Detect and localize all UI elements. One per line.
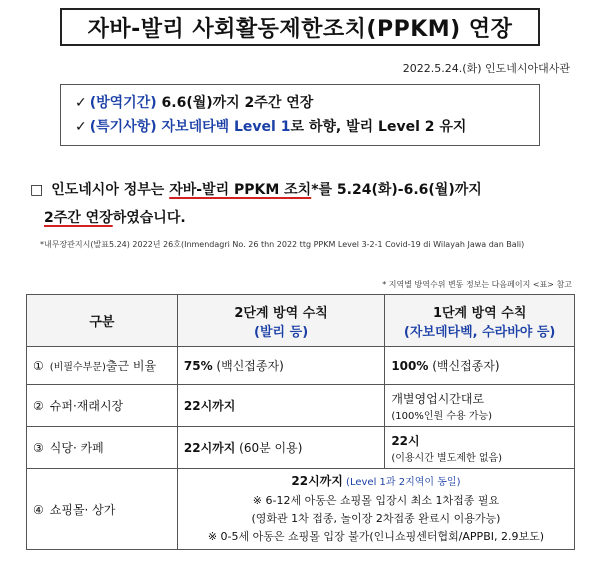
summary-box xyxy=(60,84,540,146)
row-label-market xyxy=(27,385,178,427)
table-row xyxy=(27,385,575,427)
cell-text: (60분 이용) xyxy=(235,441,303,455)
cell-bold: 22시까지 xyxy=(291,474,343,488)
paragraph-part-5: 하였습니다. xyxy=(112,210,186,226)
paragraph-part-1: 인도네시아 정부는 xyxy=(51,182,170,198)
date-line: 2022.5.24.(화) 인도네시아대사관 xyxy=(402,62,570,75)
table-header-row xyxy=(27,295,575,347)
cell-level1-restaurant xyxy=(385,427,575,469)
cell-bold: 100% xyxy=(391,359,429,373)
footnote: *내무장관지시(발표5.24) 2022년 26호(Inmendagri No. 26 thn 2022 ttg PPKM Level 3-2-1 Covid-19 di Wilayah Jawa dan Bali) xyxy=(40,240,525,249)
summary-line-special xyxy=(75,115,525,139)
paragraph-line-1 xyxy=(30,176,575,204)
title-text: 자바-발리 사회활동제한조치(PPKM) 연장 xyxy=(87,16,513,42)
summary-line-period xyxy=(75,91,525,115)
measures-table xyxy=(26,294,575,550)
paragraph-ppkm: 자바-발리 PPKM 조치 xyxy=(169,182,312,198)
header-level1-title: 1단계 방역 수칙 xyxy=(432,305,527,321)
table-row xyxy=(27,427,575,469)
header-level1-sub: (자보데타벡, 수라바야 등) xyxy=(403,324,556,340)
check-icon: ✓ xyxy=(75,119,87,135)
cell-mall-merged xyxy=(177,469,574,550)
cell-line: (이용시간 별도제한 없음) xyxy=(391,452,503,464)
cell-level1-office xyxy=(385,347,575,385)
cell-level2-restaurant xyxy=(177,427,384,469)
paragraph-part-3: *를 5.24(화)-6.6(월)까지 xyxy=(311,182,482,198)
summary-label-period: (방역기간) xyxy=(89,95,157,111)
cell-level1-market xyxy=(385,385,575,427)
square-bullet-icon: □ xyxy=(30,182,44,198)
cell-line: 개별영업시간대로 xyxy=(391,391,485,406)
row-number: ② xyxy=(33,399,44,413)
cell-level2-market xyxy=(177,385,384,427)
merged-line-4: ※ 0-5세 아동은 쇼핑몰 입장 불가(인니쇼핑센터협회/APPBI, 2.9보도) xyxy=(207,530,545,543)
header-level2-sub: (발리 등) xyxy=(254,324,309,340)
cell-text: (백신접종자) xyxy=(428,359,500,373)
summary-label-special: (특기사항) xyxy=(89,119,157,135)
cell-bold: 75% xyxy=(183,359,213,373)
row-label-text: 식당· 카페 xyxy=(49,441,104,455)
row-number: ③ xyxy=(33,441,44,455)
reference-note: * 지역별 방역수위 변동 정보는 다음페이지 <표> 참고 xyxy=(382,280,572,289)
main-paragraph xyxy=(30,176,575,232)
merged-line-2: ※ 6-12세 아동은 쇼핑몰 입장시 최소 1차접종 필요 xyxy=(252,494,500,507)
merged-line-1 xyxy=(184,472,568,492)
summary-text-special: 로 하향, 발리 Level 2 유지 xyxy=(290,119,467,135)
row-number: ④ xyxy=(33,502,44,517)
merged-line-3: (영화관 1차 접종, 놀이장 2차접종 완료시 이용가능) xyxy=(251,512,501,525)
cell-text: (백신접종자) xyxy=(212,359,284,373)
paragraph-line-2 xyxy=(30,204,575,232)
check-icon: ✓ xyxy=(75,95,87,111)
row-label-text: 출근 비율 xyxy=(105,359,157,373)
row-label-mall xyxy=(27,469,178,550)
summary-text-period: 6.6(월)까지 2주간 연장 xyxy=(161,95,314,111)
row-label-office xyxy=(27,347,178,385)
row-label-restaurant xyxy=(27,427,178,469)
cell-bold: 22시까지 xyxy=(183,399,236,413)
summary-highlight: 자보데타벡 Level 1 xyxy=(161,119,291,135)
table-row xyxy=(27,469,575,550)
header-level1 xyxy=(385,295,575,347)
cell-bold: 22시까지 xyxy=(183,441,236,455)
cell-line: 22시 xyxy=(391,433,420,448)
cell-blue: (Level 1과 2지역이 동일) xyxy=(342,477,461,488)
table-row xyxy=(27,347,575,385)
cell-level2-office xyxy=(177,347,384,385)
row-number: ① xyxy=(33,359,44,373)
header-category: 구분 xyxy=(27,295,178,347)
document-title xyxy=(60,8,540,46)
row-label-text: 슈퍼·재래시장 xyxy=(49,399,124,413)
header-level2 xyxy=(177,295,384,347)
header-level2-title: 2단계 방역 수칙 xyxy=(234,305,328,321)
row-label-small: (비필수부문) xyxy=(49,362,106,373)
row-label-text: 쇼핑몰· 상가 xyxy=(49,502,116,517)
paragraph-extension: 2주간 연장 xyxy=(44,210,113,226)
cell-line: (100%인원 수용 가능) xyxy=(391,410,493,422)
